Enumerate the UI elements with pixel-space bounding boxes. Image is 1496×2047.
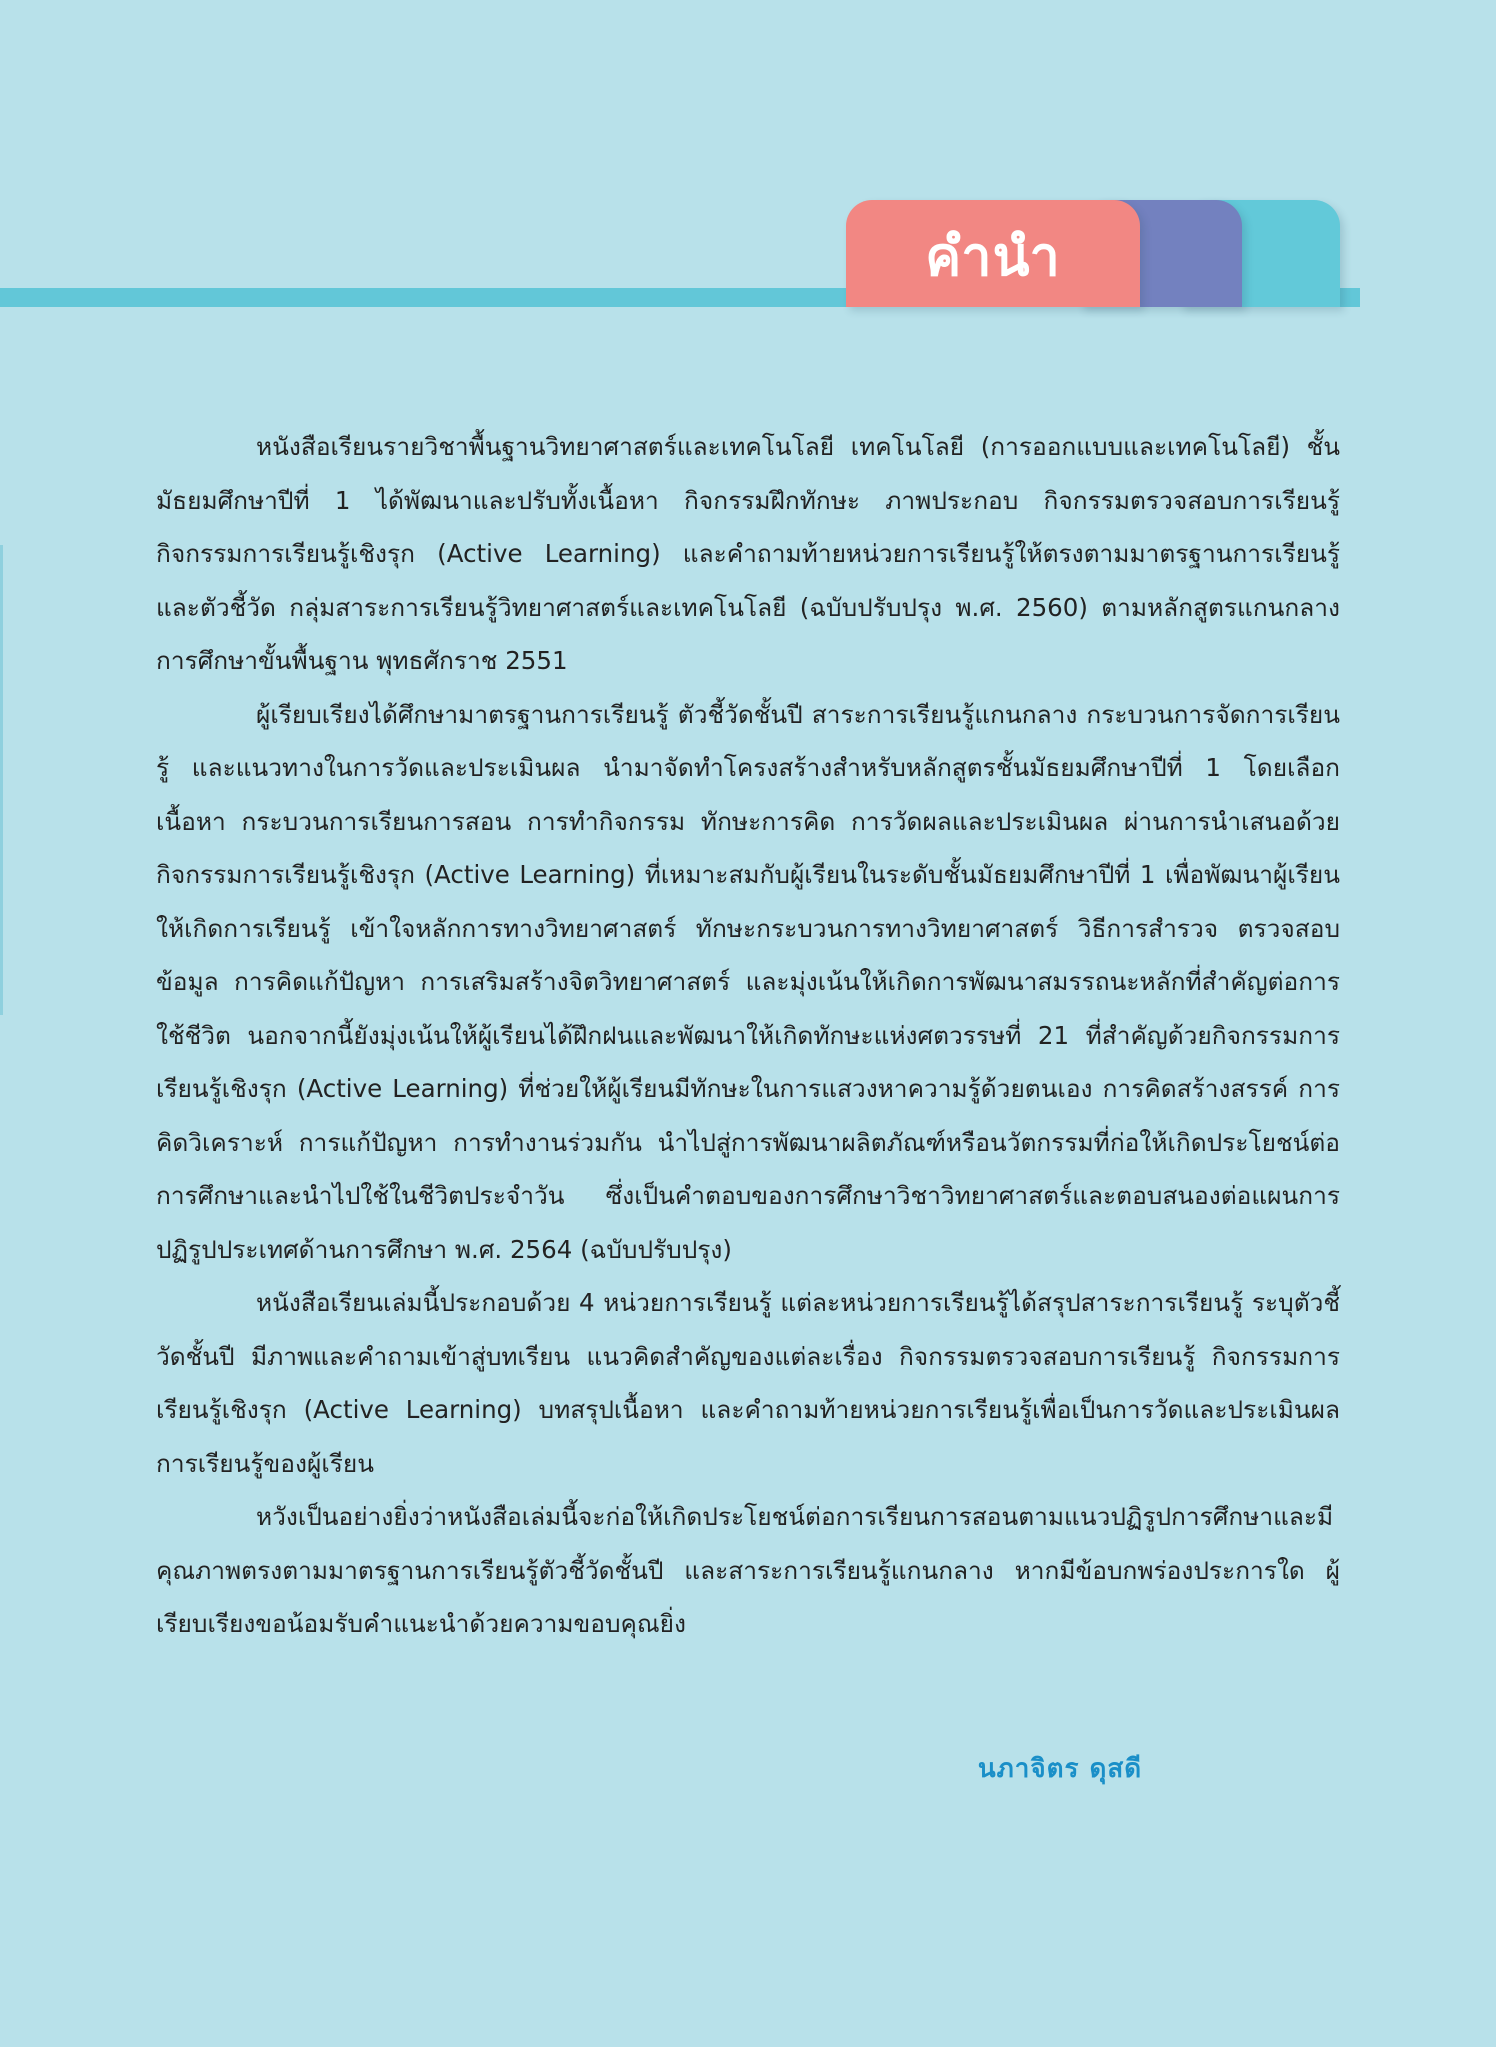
paragraph-4: หวังเป็นอย่างยิ่งว่าหนังสือเล่มนี้จะก่อให้เกิดประโยชน์ต่อการเรียนการสอนตามแนวปฏิรูปการศึกษาและมีคุณภาพตรงตามมาตรฐานการเรียนรู้ตัวชี้วัดชั้นปี และสาระการเรียนรู้แกนกลาง หากมีข้อบกพร่องประการใด ผู้เรียบเรียงขอน้อมรับคำแนะนำด้วยความขอบคุณยิ่ง: [156, 1502, 1340, 1638]
author-signature: นภาจิตร ดุสดี: [977, 1754, 1143, 1784]
side-marker: [0, 545, 3, 1015]
paragraph-2: ผู้เรียบเรียงได้ศึกษามาตรฐานการเรียนรู้ ตัวชี้วัดชั้นปี สาระการเรียนรู้แกนกลาง กระบวนการจัดการเรียนรู้ และแนวทางในการวัดและประเมินผล นำมาจัดทำโครงสร้างสำหรับหลักสูตรชั้นมัธยมศึกษาปีที่ 1 โดยเลือกเนื้อหา กระบวนการเรียนการสอน การทำกิจกรรม ทักษะการคิด การวัดผลและประเมินผล ผ่านการนำเสนอด้วยกิจกรรมการเรียนรู้เชิงรุก (Active Learning) ที่เหมาะสมกับผู้เรียนในระดับชั้นมัธยมศึกษาปีที่ 1 เพื่อพัฒนาผู้เรียนให้เกิดการเรียนรู้ เข้าใจหลักการทางวิทยาศาสตร์ ทักษะกระบวนการทางวิทยาศาสตร์ วิธีการสำรวจ ตรวจสอบข้อมูล การคิดแก้ปัญหา การเสริมสร้างจิตวิทยาศาสตร์ และมุ่งเน้นให้เกิดการพัฒนาสมรรถนะหลักที่สำคัญต่อการใช้ชีวิต นอกจากนี้ยังมุ่งเน้นให้ผู้เรียนได้ฝึกฝนและพัฒนาให้เกิดทักษะแห่งศตวรรษที่ 21 ที่สำคัญด้วยกิจกรรมการเรียนรู้เชิงรุก (Active Learning) ที่ช่วยให้ผู้เรียนมีทักษะในการแสวงหาความรู้ด้วยตนเอง การคิดสร้างสรรค์ การคิดวิเคราะห์ การแก้ปัญหา การทำงานร่วมกัน นำไปสู่การพัฒนาผลิตภัณฑ์หรือนวัตกรรมที่ก่อให้เกิดประโยชน์ต่อการศึกษาและนำไปใช้ในชีวิตประจำวัน ซึ่งเป็นคำตอบของการศึกษาวิชาวิทยาศาสตร์และตอบสนองต่อแผนการปฏิรูปประเทศด้านการศึกษา พ.ศ. 2564 (ฉบับปรับปรุง): [156, 699, 1340, 1264]
preface-body: [156, 420, 1340, 1651]
page-title: คำนำ: [925, 224, 1061, 288]
paragraph-1: หนังสือเรียนรายวิชาพื้นฐานวิทยาศาสตร์และเทคโนโลยี เทคโนโลยี (การออกแบบและเทคโนโลยี) ชั้นมัธยมศึกษาปีที่ 1 ได้พัฒนาและปรับทั้งเนื้อหา กิจกรรมฝึกทักษะ ภาพประกอบ กิจกรรมตรวจสอบการเรียนรู้ กิจกรรมการเรียนรู้เชิงรุก (Active Learning) และคำถามท้ายหน่วยการเรียนรู้ให้ตรงตามมาตรฐานการเรียนรู้ และตัวชี้วัด กลุ่มสาระการเรียนรู้วิทยาศาสตร์และเทคโนโลยี (ฉบับปรับปรุง พ.ศ. 2560) ตามหลักสูตรแกนกลางการศึกษาขั้นพื้นฐาน พุทธศักราช 2551: [156, 432, 1340, 675]
header-tab-title: [846, 200, 1140, 307]
paragraph-3: หนังสือเรียนเล่มนี้ประกอบด้วย 4 หน่วยการเรียนรู้ แต่ละหน่วยการเรียนรู้ได้สรุปสาระการเรียนรู้ ระบุตัวชี้วัดชั้นปี มีภาพและคำถามเข้าสู่บทเรียน แนวคิดสำคัญของแต่ละเรื่อง กิจกรรมตรวจสอบการเรียนรู้ กิจกรรมการเรียนรู้เชิงรุก (Active Learning) บทสรุปเนื้อหา และคำถามท้ายหน่วยการเรียนรู้เพื่อเป็นการวัดและประเมินผลการเรียนรู้ของผู้เรียน: [156, 1288, 1340, 1478]
